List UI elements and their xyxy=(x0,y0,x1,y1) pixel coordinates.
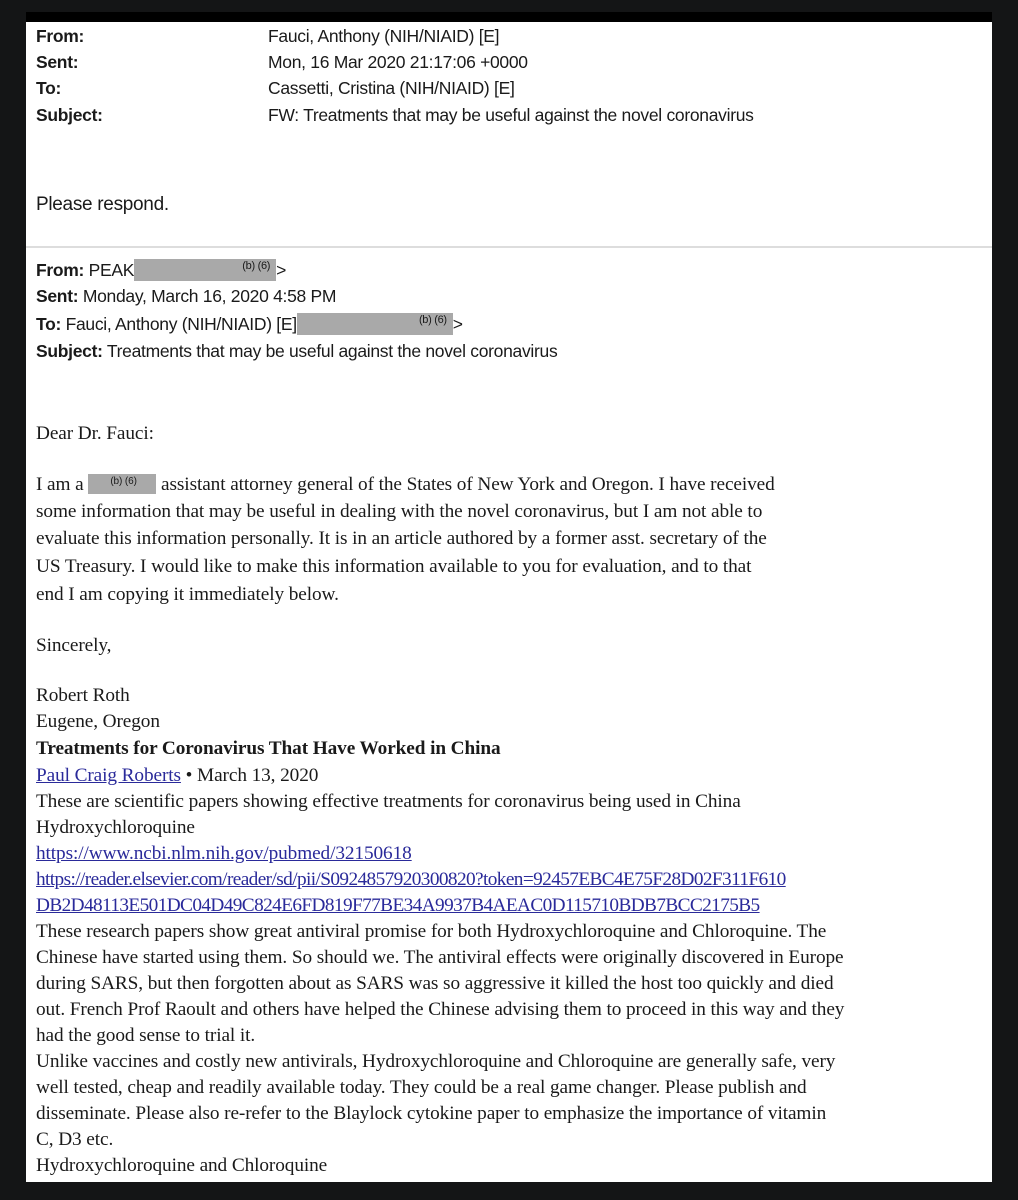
redaction xyxy=(134,259,276,281)
orig-from-row xyxy=(36,259,286,281)
paragraph-line: end I am copying it immediately below. xyxy=(36,584,339,605)
from-value: PEAK xyxy=(88,260,135,280)
pubmed-link[interactable]: https://www.ncbi.nlm.nih.gov/pubmed/32150618 xyxy=(36,843,412,864)
label: To: xyxy=(36,78,62,98)
sent-value: Mon, 16 Mar 2020 21:17:06 +0000 xyxy=(268,52,528,72)
redaction-code: (b) (6) xyxy=(418,314,447,326)
author-link[interactable]: Paul Craig Roberts xyxy=(36,765,181,786)
fwd-from-row xyxy=(36,26,500,47)
article-line: had the good sense to trial it. xyxy=(36,1025,256,1046)
orig-subject-row xyxy=(36,341,557,362)
bracket: > xyxy=(452,314,463,334)
elsevier-link-cont[interactable]: DB2D48113E501DC04D49C824E6FD819F77BE34A9937B4AEAC0D115710BDB7BCC2175B5 xyxy=(36,895,760,916)
elsevier-link[interactable]: https://reader.elsevier.com/reader/sd/pii/S0924857920300820?token=92457EBC4E75F28D02F311F610 xyxy=(36,869,786,890)
orig-sent-row xyxy=(36,286,336,307)
fwd-to-row xyxy=(36,78,515,99)
label: To: xyxy=(36,314,62,334)
article-date: • March 13, 2020 xyxy=(185,765,319,786)
redaction xyxy=(297,313,453,335)
article-line: during SARS, but then forgotten about as SARS was so aggressive it killed the host too quickly and died xyxy=(36,973,834,994)
bracket: > xyxy=(276,260,287,280)
paragraph-line: US Treasury. I would like to make this information available to you for evaluation, and to that xyxy=(36,556,752,577)
subject-value: Treatments that may be useful against the novel coronavirus xyxy=(106,341,558,361)
article-line: out. French Prof Raoult and others have helped the Chinese advising them to proceed in this way and they xyxy=(36,999,845,1020)
fwd-sent-row xyxy=(36,52,528,73)
article-line: These research papers show great antiviral promise for both Hydroxychloroquine and Chloroquine. The xyxy=(36,921,827,942)
article-line: C, D3 etc. xyxy=(36,1129,114,1150)
fwd-body: Please respond. xyxy=(36,194,169,215)
paragraph-line: some information that may be useful in dealing with the novel coronavirus, but I am not able to xyxy=(36,501,763,522)
label: Sent: xyxy=(36,286,79,306)
article-line: Chinese have started using them. So should we. The antiviral effects were originally discovered in Europe xyxy=(36,947,844,968)
divider xyxy=(26,246,992,248)
article-line: well tested, cheap and readily available today. They could be a real game changer. Please publish and xyxy=(36,1077,807,1098)
label: Subject: xyxy=(36,105,103,125)
label: From: xyxy=(36,26,85,46)
article-intro: These are scientific papers showing effective treatments for coronavirus being used in China xyxy=(36,791,741,812)
to-value: Fauci, Anthony (NIH/NIAID) [E] xyxy=(65,314,297,334)
article-byline xyxy=(36,765,318,787)
sent-value: Monday, March 16, 2020 4:58 PM xyxy=(82,286,337,306)
article-line: disseminate. Please also re-refer to the Blaylock cytokine paper to emphasize the importance of vitamin xyxy=(36,1103,827,1124)
email-document xyxy=(26,22,992,1182)
article-title: Treatments for Coronavirus That Have Worked in China xyxy=(36,738,501,759)
redaction xyxy=(88,474,156,494)
redaction-code: (b) (6) xyxy=(110,476,137,487)
article-line: Unlike vaccines and costly new antivirals, Hydroxychloroquine and Chloroquine are generally safe, very xyxy=(36,1051,836,1072)
from-value: Fauci, Anthony (NIH/NIAID) [E] xyxy=(268,26,500,46)
drug-name: Hydroxychloroquine xyxy=(36,817,195,838)
signer-name: Robert Roth xyxy=(36,685,130,706)
redaction-code: (b) (6) xyxy=(242,260,271,272)
article-line: Hydroxychloroquine and Chloroquine xyxy=(36,1155,328,1176)
paragraph-line: evaluate this information personally. It is in an article authored by a former asst. secretary of the xyxy=(36,528,767,549)
signer-location: Eugene, Oregon xyxy=(36,711,160,732)
fwd-subject-row xyxy=(36,105,754,126)
orig-to-row xyxy=(36,313,463,335)
closing: Sincerely, xyxy=(36,635,112,656)
label: Sent: xyxy=(36,52,79,72)
text: I am a xyxy=(36,474,84,495)
paragraph-line xyxy=(36,474,775,496)
greeting: Dear Dr. Fauci: xyxy=(36,423,154,444)
to-value: Cassetti, Cristina (NIH/NIAID) [E] xyxy=(268,78,515,98)
label: From: xyxy=(36,260,85,280)
label: Subject: xyxy=(36,341,103,361)
text: assistant attorney general of the States of New York and Oregon. I have received xyxy=(161,474,775,495)
subject-value: FW: Treatments that may be useful against the novel coronavirus xyxy=(268,105,754,125)
